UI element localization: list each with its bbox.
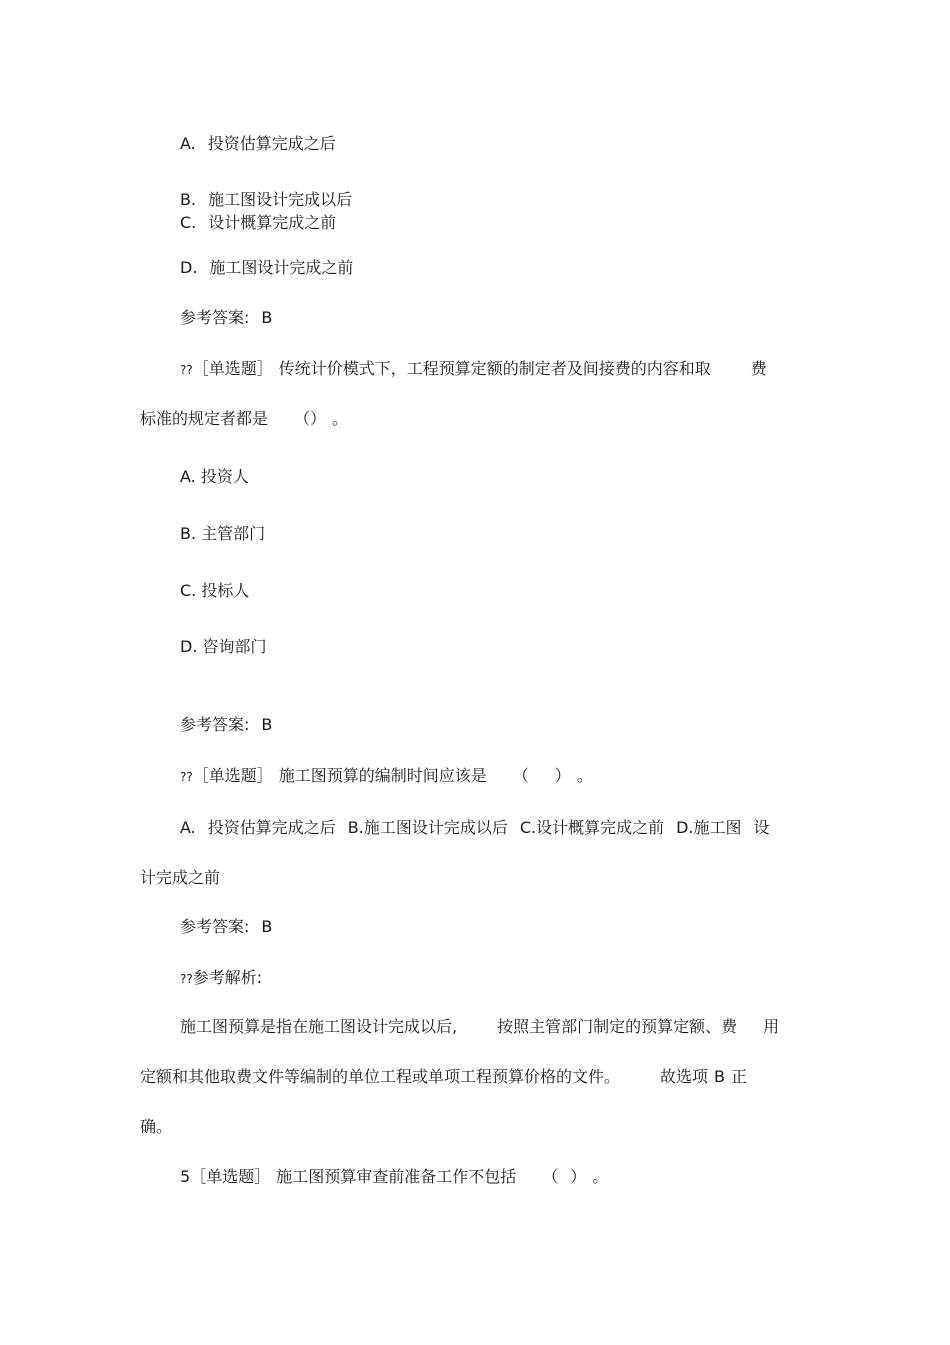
analysis-marker: ?? bbox=[180, 972, 193, 986]
stem-text: 传统计价模式下，工程预算定额的制定者及间接费的内容和取 bbox=[278, 359, 711, 378]
option-letter: B. bbox=[180, 190, 197, 209]
analysis-text: 确。 bbox=[140, 1117, 173, 1136]
option-a bbox=[180, 134, 336, 154]
analysis-segment: 按照主管部门制定的预算定额、费 bbox=[497, 1017, 738, 1036]
blank-open: （ bbox=[542, 1167, 559, 1186]
options-inline bbox=[180, 818, 770, 838]
answer-line bbox=[180, 917, 272, 937]
stem-text: 施工图预算的编制时间应该是 bbox=[278, 766, 487, 785]
answer-value: B bbox=[261, 917, 273, 936]
option-d: D.施工图 bbox=[676, 818, 742, 837]
stem-end: 。 bbox=[576, 766, 593, 785]
question-type: ［单选题］ bbox=[190, 1167, 271, 1186]
question-type: ［单选题］ bbox=[192, 359, 273, 378]
answer-line bbox=[180, 308, 272, 328]
option-a: A. 投资人 bbox=[180, 467, 249, 486]
option-d: D. 咨询部门 bbox=[180, 637, 267, 656]
blank-open: （ bbox=[512, 766, 529, 785]
analysis-text bbox=[180, 1017, 779, 1037]
option-d-cont: 设 bbox=[753, 818, 770, 837]
option-b bbox=[180, 190, 352, 210]
stem-blank: （） bbox=[294, 409, 327, 428]
option-c bbox=[180, 213, 336, 233]
option-a-text: 投资估算完成之后 bbox=[207, 818, 336, 837]
option-b: B. 主管部门 bbox=[180, 524, 266, 543]
analysis-heading bbox=[180, 968, 262, 989]
analysis-segment: 用 bbox=[763, 1017, 780, 1036]
option-text: 施工图设计完成之前 bbox=[209, 258, 354, 277]
question-stem bbox=[180, 1167, 608, 1187]
stem-text-tail: 费 bbox=[750, 359, 767, 378]
answer-line bbox=[180, 715, 272, 735]
question-stem bbox=[180, 359, 767, 380]
option-letter: C. bbox=[180, 213, 197, 232]
analysis-text bbox=[140, 1067, 747, 1087]
option-letter: D. bbox=[180, 258, 198, 277]
answer-label: 参考答案: bbox=[180, 917, 250, 936]
stem-text: 施工图预算审查前准备工作不包括 bbox=[276, 1167, 517, 1186]
option-b: B.施工图设计完成以后 bbox=[347, 818, 508, 837]
question-number: 5 bbox=[180, 1167, 191, 1186]
analysis-segment: 施工图预算是指在施工图设计完成以后, bbox=[180, 1017, 458, 1036]
option-text: 投资估算完成之后 bbox=[207, 134, 336, 153]
question-type: ［单选题］ bbox=[192, 766, 273, 785]
option-letter: A. bbox=[180, 818, 196, 837]
question-stem bbox=[180, 766, 593, 787]
question-marker: ?? bbox=[180, 363, 193, 377]
answer-label: 参考答案: bbox=[180, 308, 250, 327]
answer-value: B bbox=[261, 715, 273, 734]
blank-close: ） bbox=[554, 766, 571, 785]
blank-close: ） bbox=[570, 1167, 587, 1186]
answer-value: B bbox=[261, 308, 273, 327]
analysis-segment: B bbox=[714, 1067, 726, 1086]
analysis-label: 参考解析: bbox=[192, 968, 263, 987]
question-marker: ?? bbox=[180, 770, 193, 784]
question-stem-wrap bbox=[140, 409, 348, 429]
option-letter: A. bbox=[180, 134, 196, 153]
analysis-segment: 正 bbox=[731, 1067, 748, 1086]
option-c: C. 投标人 bbox=[180, 581, 250, 600]
analysis-segment: 定额和其他取费文件等编制的单位工程或单项工程预算价格的文件。 bbox=[140, 1067, 621, 1086]
option-text: 设计概算完成之前 bbox=[208, 213, 337, 232]
analysis-segment: 故选项 bbox=[660, 1067, 709, 1086]
option-c: C.设计概算完成之前 bbox=[519, 818, 665, 837]
answer-label: 参考答案: bbox=[180, 715, 250, 734]
option-d bbox=[180, 258, 353, 278]
options-inline-wrap: 计完成之前 bbox=[140, 868, 221, 887]
stem-text: 标准的规定者都是 bbox=[140, 409, 269, 428]
stem-end: 。 bbox=[592, 1167, 609, 1186]
option-text: 施工图设计完成以后 bbox=[208, 190, 353, 209]
stem-end: 。 bbox=[332, 409, 349, 428]
